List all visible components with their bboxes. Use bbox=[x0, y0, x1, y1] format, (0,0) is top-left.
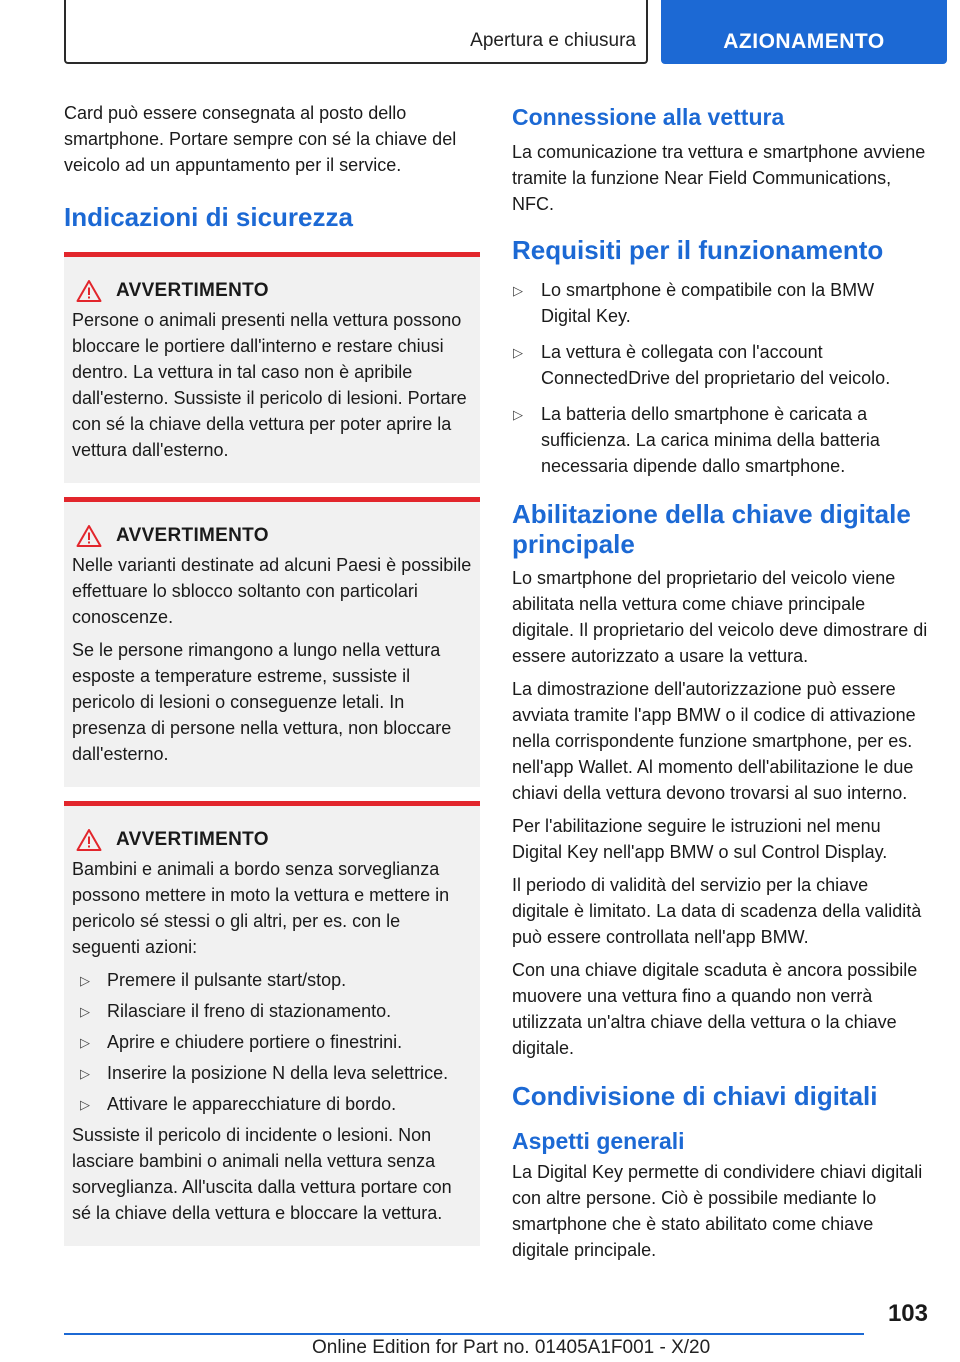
connection-paragraph: La comunicazione tra vettura e smartphone avviene tramite la funzione Near Field Communications, NFC. bbox=[512, 142, 926, 214]
general-paragraph: La Digital Key permette di condividere chiavi digitali con altre persone. Ciò è possibile mediante lo smartphone che è stato abilitato come chiave digitale principale. bbox=[512, 1162, 923, 1260]
list-item: ▷ La batteria dello smartphone è caricata a sufficienza. La carica minima della batteria necessaria dipende dallo smartphone. bbox=[513, 404, 880, 476]
warning-text-2b: Se le persone rimangono a lungo nella vettura esposte a temperature estreme, sussiste il pericolo di lesioni o conseguenze letali. In presenza di persone nella vettura, non bloccare dall'esterno. bbox=[72, 640, 452, 764]
header-section-title: Apertura e chiusura bbox=[470, 30, 636, 51]
requirements-list bbox=[512, 277, 928, 479]
warning-text-1: Persone o animali presenti nella vettura possono bloccare le portiere dall'interno e restare chiusi dentro. La vettura in tal caso non è apribile dall'esterno. Sussiste il pericolo di lesioni. Portare con sé la chiave della vettura per poter aprire la vettura dall'esterno. bbox=[72, 310, 467, 460]
warning-text-2a: Nelle varianti destinate ad alcuni Paesi è possibile effettuare lo sblocco soltanto con particolari conoscenze. bbox=[72, 555, 472, 627]
warning-title-2: AVVERTIMENTO bbox=[72, 524, 472, 548]
enable-paragraph: Il periodo di validità del servizio per la chiave digitale è limitato. La data di scadenza della validità può essere controllata nell'app BMW. bbox=[512, 875, 922, 947]
list-item: ▷ Aprire e chiudere portiere o finestrini. bbox=[72, 1029, 472, 1055]
triangle-right-outline-icon: ▷ bbox=[80, 1004, 90, 1019]
warning-3-action-list bbox=[72, 967, 472, 1117]
triangle-right-outline-icon: ▷ bbox=[513, 283, 523, 298]
triangle-right-outline-icon: ▷ bbox=[513, 345, 523, 360]
triangle-right-outline-icon: ▷ bbox=[80, 973, 90, 988]
list-item: ▷ Lo smartphone è compatibile con la BMW Digital Key. bbox=[513, 280, 875, 326]
warning-text-3b: Sussiste il pericolo di incidente o lesioni. Non lasciare bambini o animali nella vettura senza sorveglianza. All'uscita dalla vettura portare con sé la chiave della vettura e bloccare la vettura. bbox=[72, 1125, 452, 1223]
footer-edition: Online Edition for Part no. 01405A1F001 - X/20 bbox=[312, 1337, 711, 1358]
warning-triangle-icon bbox=[76, 828, 102, 852]
warning-box-3 bbox=[64, 801, 480, 1246]
footer-divider bbox=[64, 1333, 864, 1335]
heading-requirements: Requisiti per il funzionamento bbox=[512, 235, 884, 265]
warning-box-1 bbox=[64, 252, 480, 483]
page-number: 103 bbox=[887, 1300, 928, 1327]
subheading-general: Aspetti generali bbox=[512, 1128, 685, 1154]
enable-paragraph: Con una chiave digitale scaduta è ancora possibile muovere una vettura fino a quando non verrà utilizzata un'altra chiave della vettura o la chiave digitale. bbox=[512, 960, 918, 1058]
intro-paragraph: Card può essere consegnata al posto dello smartphone. Portare sempre con sé la chiave del veicolo ad un appuntamento per il service. bbox=[64, 103, 457, 175]
warning-text-3a: Bambini e animali a bordo senza sorveglianza possono mettere in moto la vettura e mettere in pericolo sé stessi o gli altri, per es. con le seguenti azioni: bbox=[72, 859, 450, 957]
warning-triangle-icon bbox=[76, 279, 102, 303]
header-chapter-label: AZIONAMENTO bbox=[723, 30, 885, 53]
right-column bbox=[512, 103, 928, 1263]
triangle-right-outline-icon: ▷ bbox=[80, 1097, 90, 1112]
triangle-right-outline-icon: ▷ bbox=[513, 407, 523, 422]
list-item: ▷ Premere il pulsante start/stop. bbox=[72, 967, 472, 993]
heading-enable-digital-key: Abilitazione della chiave digitale principale bbox=[512, 499, 911, 559]
warning-triangle-icon bbox=[76, 524, 102, 548]
heading-sharing: Condivisione di chiavi digitali bbox=[512, 1081, 878, 1111]
header-chapter-tab bbox=[661, 0, 947, 64]
list-item: ▷ Rilasciare il freno di stazionamento. bbox=[72, 998, 472, 1024]
list-item: ▷ Attivare le apparecchiature di bordo. bbox=[72, 1091, 472, 1117]
triangle-right-outline-icon: ▷ bbox=[80, 1035, 90, 1050]
heading-connection: Connessione alla vettura bbox=[512, 104, 785, 130]
list-item: ▷ Inserire la posizione N della leva selettrice. bbox=[72, 1060, 472, 1086]
left-column bbox=[64, 100, 480, 1246]
enable-paragraph: Lo smartphone del proprietario del veicolo viene abilitata nella vettura come chiave principale digitale. Il proprietario del veicolo deve dimostrare di essere autorizzato a usare la vettura. bbox=[512, 568, 928, 666]
warning-title-3: AVVERTIMENTO bbox=[72, 828, 472, 852]
enable-paragraph: Per l'abilitazione seguire le istruzioni nel menu Digital Key nell'app BMW o sul Control Display. bbox=[512, 816, 888, 862]
warning-box-2 bbox=[64, 497, 480, 787]
heading-safety: Indicazioni di sicurezza bbox=[64, 202, 353, 232]
enable-paragraph: La dimostrazione dell'autorizzazione può essere avviata tramite l'app BMW o il codice di attivazione nella corrispondente funzione smartphone, per es. nell'app Wallet. Al momento dell'abilitazione le due chiavi della vettura devono trovarsi al suo interno. bbox=[512, 679, 916, 803]
warning-title-1: AVVERTIMENTO bbox=[72, 279, 472, 303]
triangle-right-outline-icon: ▷ bbox=[80, 1066, 90, 1081]
list-item: ▷ La vettura è collegata con l'account ConnectedDrive del proprietario del veicolo. bbox=[513, 342, 891, 388]
